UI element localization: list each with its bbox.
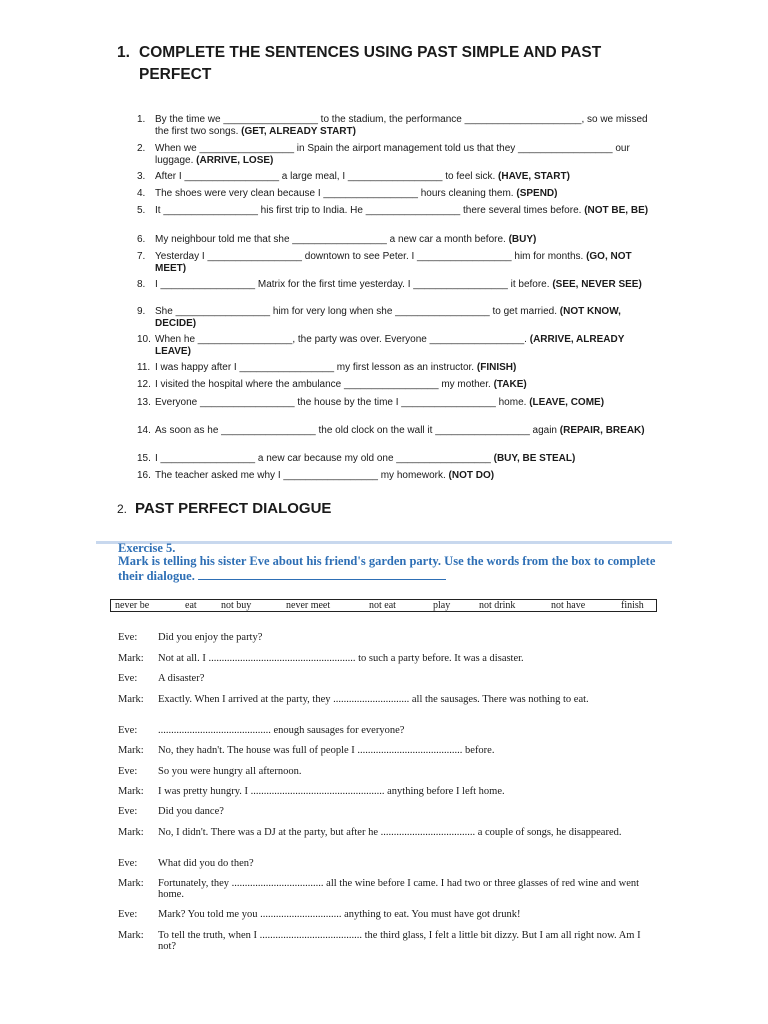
dialogue-line: Eve: Mark? You told me you ............................... anything to eat. You must have got drunk! <box>118 909 521 920</box>
exercise-item: 2. When we _________________ in Spain the airport management told us that they _________________ our luggage. (ARRIVE, LOSE) <box>137 143 630 166</box>
dialogue-line: Eve: Did you enjoy the party? <box>118 632 263 643</box>
section-1-number: 1. <box>117 44 130 61</box>
word-box-item: never meet <box>286 600 331 611</box>
dialogue-line: Mark: No, I didn't. There was a DJ at the party, but after he .................................... a couple of songs, he disappeared. <box>118 827 622 838</box>
dialogue-line: Mark: Fortunately, they ................................... all the wine before I came. I had two or three glasses of red wine and went home. <box>118 878 640 900</box>
section-1-heading <box>117 42 677 86</box>
exercise-item: 9. She _________________ him for very long when she _________________ to get married. (NOT KNOW, DECIDE) <box>137 306 621 329</box>
exercise-item: 3. After I _________________ a large meal, I _________________ to feel sick. (HAVE, START) <box>137 171 570 182</box>
word-box-item: eat <box>185 600 197 611</box>
word-box-item: not eat <box>369 600 396 611</box>
exercise-item: 15. I _________________ a new car because my old one _________________ (BUY, BE STEAL) <box>137 453 576 464</box>
section-2-title: PAST PERFECT DIALOGUE <box>135 500 332 517</box>
exercise-item: 11. I was happy after I _________________ my first lesson as an instructor. (FINISH) <box>137 362 517 373</box>
exercise-item: 1. By the time we _________________ to the stadium, the performance _____________________, so we missed the first two songs. (GET, ALREADY START) <box>137 114 648 137</box>
word-box-item: finish <box>621 600 644 611</box>
exercise-5-header <box>118 542 663 583</box>
exercise-item: 12. I visited the hospital where the ambulance _________________ my mother. (TAKE) <box>137 379 527 390</box>
exercise-item: 13. Everyone _________________ the house by the time I _________________ home. (LEAVE, COME) <box>137 397 605 408</box>
exercise-5-panel <box>96 541 672 983</box>
dialogue-line: Mark: I was pretty hungry. I ................................................... anything before I left home. <box>118 786 505 797</box>
exercise-item: 10. When he _________________, the party was over. Everyone _________________. (ARRIVE, ALREADY LEAVE) <box>137 334 625 357</box>
instructions-underline <box>198 568 446 580</box>
word-box-item: play <box>433 600 451 611</box>
dialogue-line: Eve: Did you dance? <box>118 806 224 817</box>
exercise-item: 7. Yesterday I _________________ downtown to see Peter. I _________________ him for months. (GO, NOT MEET) <box>137 251 632 274</box>
exercise-item: 5. It _________________ his first trip to India. He _________________ there several times before. (NOT BE, BE) <box>137 205 649 216</box>
section-2-heading <box>117 499 331 519</box>
exercise-item: 8. I _________________ Matrix for the first time yesterday. I _________________ it before. (SEE, NEVER SEE) <box>137 279 642 290</box>
dialogue-line: Mark: No, they hadn't. The house was full of people I ........................................ before. <box>118 745 495 756</box>
exercise-5-instructions: Mark is telling his sister Eve about his friend's garden party. Use the words from the box to complete their dialogue. <box>118 554 656 583</box>
exercise-item: 14. As soon as he _________________ the old clock on the wall it _________________ again (REPAIR, BREAK) <box>137 425 645 436</box>
dialogue-line: Eve: A disaster? <box>118 673 205 684</box>
exercise-item: 6. My neighbour told me that she _________________ a new car a month before. (BUY) <box>137 234 537 245</box>
exercise-5-title: Exercise 5. <box>118 541 176 555</box>
word-box-item: not have <box>551 600 586 611</box>
word-box-item: not buy <box>221 600 252 611</box>
dialogue-line: Eve: So you were hungry all afternoon. <box>118 766 302 777</box>
dialogue-line: Eve: ........................................... enough sausages for everyone? <box>118 725 405 736</box>
dialogue-line: Mark: Exactly. When I arrived at the party, they ............................. all the sausages. There was nothing to eat. <box>118 694 589 705</box>
dialogue-line: Mark: To tell the truth, when I ....................................... the third glass, I felt a little bit dizzy. But I am all right now. Am I not? <box>118 930 641 952</box>
dialogue-line: Mark: Not at all. I ........................................................ to such a party before. It was a disaster. <box>118 653 524 664</box>
exercise-item: 16. The teacher asked me why I _________________ my homework. (NOT DO) <box>137 470 495 481</box>
section-1-title: COMPLETE THE SENTENCES USING PAST SIMPLE AND PAST PERFECT <box>139 44 602 83</box>
dialogue-line: Eve: What did you do then? <box>118 858 254 869</box>
word-box-item: not drink <box>479 600 516 611</box>
exercise-item: 4. The shoes were very clean because I _________________ hours cleaning them. (SPEND) <box>137 188 558 199</box>
word-box-item: never be <box>115 600 150 611</box>
section-2-number: 2. <box>117 502 128 516</box>
word-box <box>110 599 657 612</box>
